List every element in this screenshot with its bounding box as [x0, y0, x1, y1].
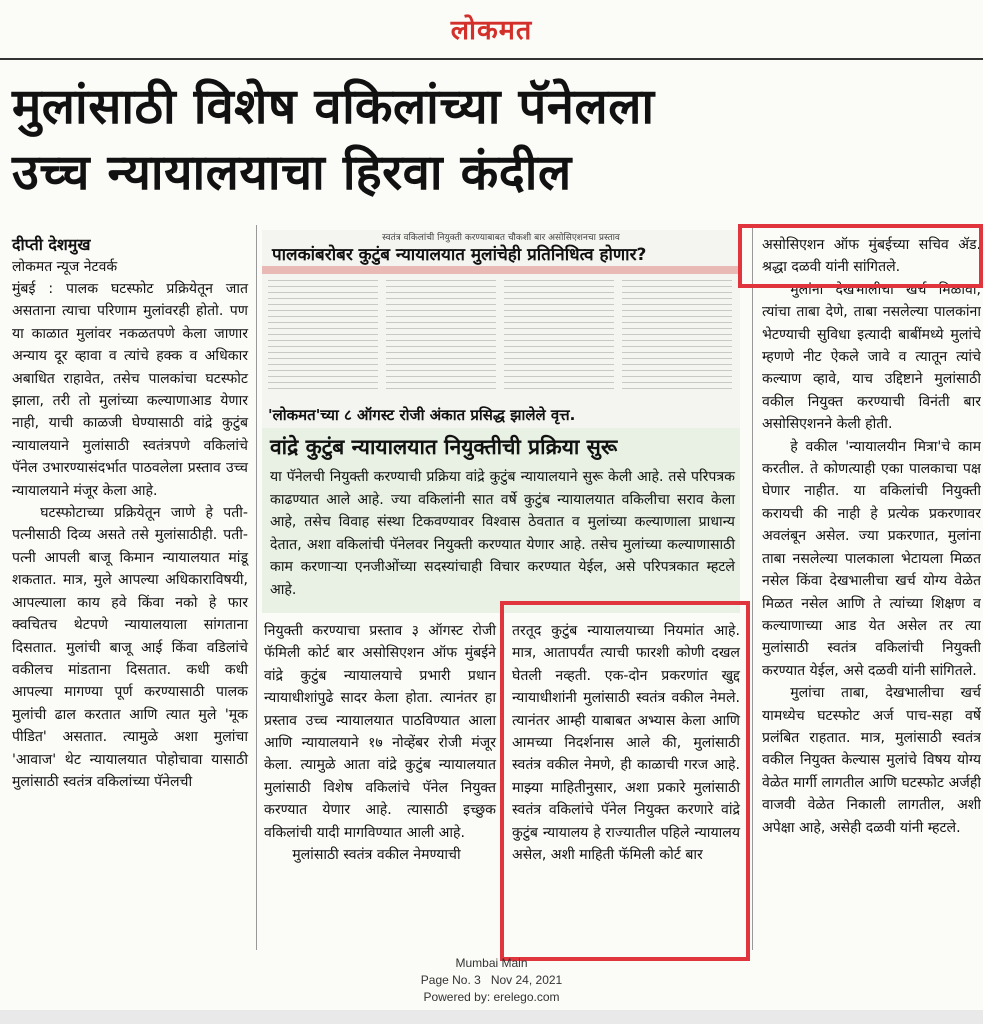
- col1-paragraph-2: घटस्फोटाच्या प्रक्रियेतून जाणे हे पती-पत्नीसाठी दिव्य असते तसे मुलांसाठीही. पती-पत्नी आपली बाजू किमान न्यायालयात मांडू शकतात. मात्र, मुले आपल्या अधिकाराविषयी, आपल्याला काय हवे किंवा नको हे फार क्वचितच थेटपणे न्यायालयाला सांगताना दिसतात. मुलांची बाजू आई किंवा वडिलांचे वकीलच मांडताना दिसतात. कधी कधी आपल्या मागण्या पूर्ण करण्यासाठी पालक मुलांची ढाल करतात आणि त्यात मुले 'मूक पीडित' असतात. त्यामुळे अशा मुलांचा 'आवाज' थेट न्यायालयात पोहोचावा यासाठी मुलांसाठी स्वतंत्र वकिलांच्या पॅनेलची: [12, 505, 248, 790]
- column-1: [12, 234, 248, 793]
- sidebar-box-text: या पॅनेलची नियुक्ती करण्याची प्रक्रिया वांद्रे कुटुंब न्यायालयाने सुरू केली आहे. तसे परिपत्रक काढण्यात आले आहे. ज्या वकिलांनी सात वर्षे कुटुंब न्यायालयात वकिलीचा सराव केला आहे, तसेच विवाह संस्था टिकवण्यावर विश्वास ठेवतात व मुलांच्या कल्याणाला प्राधान्य देतात, अशा वकिलांची पॅनेलवर नियुक्ती करण्यात येणार आहे. तसेच मुलांच्या कल्याणासाठी काम करणाऱ्या एनजीओंच्या सदस्यांचाही विचार करण्यात येईल, असे परिपत्रकात म्हटले आहे.: [270, 469, 735, 598]
- sidebar-box: [262, 428, 740, 613]
- inset-columns: [268, 280, 734, 390]
- footer-page: Page No. 3: [420, 973, 481, 987]
- col2-paragraph-1: नियुक्ती करण्याचा प्रस्ताव ३ ऑगस्ट रोजी फॅमिली कोर्ट बार असोसिएशन ऑफ मुंबईने वांद्रे कुटुंब न्यायालयाचे प्रभारी प्रधान न्यायाधीशांपुढे सादर केला होता. त्यानंतर हा प्रस्ताव उच्च न्यायालयात पाठविण्यात आला आणि न्यायालयाने १७ नोव्हेंबर रोजी मंजूर केला. त्यामुळे आता वांद्रे कुटुंब न्यायालयात मुलांसाठी विशेष वकिलांचे पॅनेल नियुक्त करण्यात येणार आहे. त्यासाठी इच्छुक वकिलांची यादी मागविण्यात आली आहे.: [264, 623, 496, 841]
- col1-paragraph-1: मुंबई : पालक घटस्फोट प्रक्रियेतून जात असताना त्याचा परिणाम मुलांवरही होतो. पण या काळात मुलांवर नकळतपणे केला जाणार अन्याय दूर व्हावा व त्यांचे हक्क व अधिकार अबाधित राहावेत, तसेच पालकांचा घटस्फोट झाला, तरी तो मुलांच्या कल्याणाआड येणार नाही, याची काळजी घेण्यासाठी वांद्रे कुटुंब न्यायालयाने मुलांसाठी स्वतंत्रपणे वकिलांचे पॅनेल उभारण्यासंदर्भात पाठवलेला प्रस्ताव उच्च न्यायालयाने मंजूर केला आहे.: [12, 281, 248, 499]
- inset-title: पालकांबरोबर कुटुंब न्यायालयात मुलांचेही प्रतिनिधित्व होणार?: [272, 245, 647, 265]
- column-divider: [256, 225, 257, 950]
- highlight-box-attribution: [738, 224, 983, 288]
- byline-agency: लोकमत न्यूज नेटवर्क: [12, 259, 118, 275]
- headline-line-1: मुलांसाठी विशेष वकिलांच्या पॅनेलला: [12, 78, 655, 135]
- headline-line-2: उच्च न्यायालयाचा हिरवा कंदील: [12, 144, 572, 201]
- masthead-logo: लोकमत: [450, 15, 533, 46]
- inset-text-block: [386, 280, 496, 390]
- col4-top: असोसिएशन ऑफ मुंबईच्या सचिव ॲड. श्रद्धा दळवी यांनी सांगितले.: [762, 237, 981, 276]
- column-4: [762, 234, 981, 934]
- byline-name: दीप्ती देशमुख: [12, 235, 91, 254]
- inset-band: [262, 266, 740, 274]
- col4-paragraph-2: हे वकील 'न्यायालयीन मित्रा'चे काम करतील. ते कोणत्याही एका पालकाचा पक्ष घेणार नाहीत. या वकिलांची नियुक्ती करायची की नाही हे प्रत्येक प्रकरणावर अवलंबून असेल. ज्या प्रकरणात, मुलांना ताबा नसलेल्या पालकाला भेटायला मिळत नसेल किंवा देखभालीचा खर्च योग्य वेळेत मिळत नसेल आणि ते त्यांच्या शिक्षण व कल्याणाच्या आड येत असेल तर त्या मुलांसाठी स्वतंत्र वकिलांची नियुक्ती करण्यात येईल, असे दळवी यांनी सांगितले.: [762, 438, 981, 679]
- col2-paragraph-2: मुलांसाठी स्वतंत्र वकील नेमण्याची: [292, 847, 461, 864]
- col4-paragraph-3: मुलांचा ताबा, देखभालीचा खर्च यामध्येच घटस्फोट अर्ज पाच-सहा वर्षे प्रलंबित राहतात. मात्र, मुलांसाठी स्वतंत्र वकील नियुक्त केल्यास मुलांचे विषय योग्य वेळेत मार्गी लागतील आणि घटस्फोट अर्जही वाजवी वेळेत निकाली लागतील, अशी अपेक्षा आहे, असेही दळवी यांनी म्हटले.: [762, 685, 981, 836]
- inset-top-line: स्वतंत्र वकिलांची नियुक्ती करण्याबाबत चौकशी बार असोसिएशनचा प्रस्ताव: [382, 233, 620, 243]
- inset-text-block: [268, 280, 378, 390]
- inset-caption: 'लोकमत'च्या ८ ऑगस्ट रोजी अंकात प्रसिद्ध झालेले वृत्त.: [268, 406, 576, 424]
- sidebar-box-title: वांद्रे कुटुंब न्यायालयात नियुक्तीची प्रक्रिया सुरू: [270, 435, 618, 459]
- masthead-rule: [0, 58, 983, 60]
- col4-paragraph-1: मुलांना देखभालीचा खर्च मिळावा, त्यांचा ताबा देणे, ताबा नसलेल्या पालकांना भेटण्याची सुविधा इत्यादी बाबींमध्ये मुलांचे म्हणणे नीट ऐकले जावे व त्यातून त्यांचे कल्याण व्हावे, याच उद्दिष्टाने मुलांसाठी वकील नियुक्त करण्याची विनंती बार असोसिएशनने केली होती.: [762, 281, 981, 433]
- footer-page-date: [0, 972, 983, 989]
- inset-text-block: [504, 280, 614, 390]
- highlight-box-quote: [500, 601, 750, 961]
- inset-text-block: [622, 280, 732, 390]
- col3-paragraph-1: तरतूद कुटुंब न्यायालयाच्या नियमांत आहे. मात्र, आतापर्यंत त्याची फारशी कोणी दखल घेतली नव्हती. एक-दोन प्रकरणांत खुद्द न्यायाधीशांनी मुलांसाठी स्वतंत्र वकील नेमले. त्यानंतर आम्ही याबाबत अभ्यास केला आणि आमच्या निदर्शनास आले की, मुलांसाठी स्वतंत्र वकील नेमणे, ही काळाची गरज आहे. माझ्या माहितीनुसार, अशा प्रकारे मुलांसाठी स्वतंत्र वकिलांचे पॅनेल नियुक्त करणारे वांद्रे कुटुंब न्यायालय हे राज्यातील पहिले न्यायालय असेल, अशी माहिती फॅमिली कोर्ट बार: [512, 623, 740, 864]
- footer-date: Nov 24, 2021: [490, 973, 563, 987]
- column-2: [264, 620, 496, 866]
- inset-clipping: [262, 230, 740, 430]
- footer-edition: Mumbai Main: [455, 956, 528, 970]
- column-divider: [752, 225, 753, 950]
- footer-powered: Powered by: erelego.com: [423, 990, 560, 1004]
- page-footer: [0, 955, 983, 1006]
